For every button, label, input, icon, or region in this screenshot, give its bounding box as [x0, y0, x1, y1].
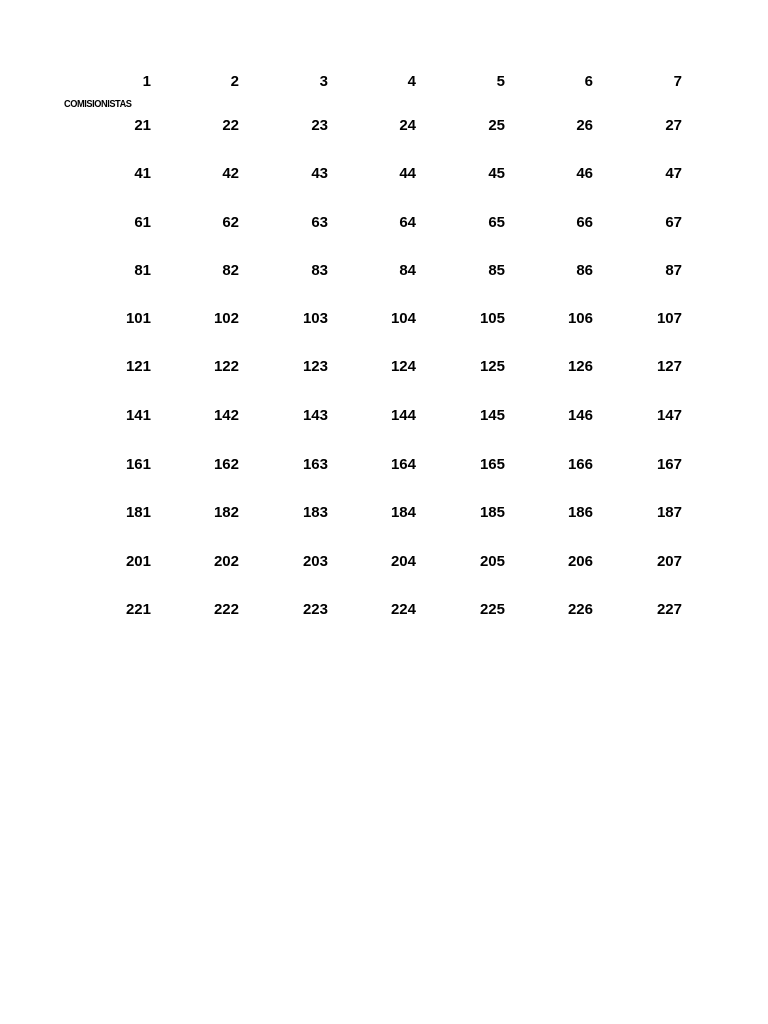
table-cell: 21	[134, 117, 151, 134]
table-cell: 65	[488, 214, 505, 231]
table-cell: 62	[222, 214, 239, 231]
table-cell: 226	[567, 601, 593, 618]
table-cell: 122	[213, 358, 239, 375]
table-cell: 162	[213, 456, 239, 473]
table-cell: 182	[213, 504, 239, 521]
table-cell: 7	[673, 73, 682, 90]
table-cell: 186	[567, 504, 593, 521]
table-cell: 82	[222, 262, 239, 279]
table-cell: 105	[479, 310, 505, 327]
table-cell: 67	[665, 214, 682, 231]
table-cell: 83	[311, 262, 328, 279]
table-cell: 106	[567, 310, 593, 327]
table-cell: 222	[213, 601, 239, 618]
table-cell: 23	[311, 117, 328, 134]
table-cell: 24	[399, 117, 416, 134]
table-cell: 61	[134, 214, 151, 231]
comisionistas-label: COMISIONISTAS	[64, 98, 132, 110]
table-cell: 25	[488, 117, 505, 134]
table-cell: 187	[656, 504, 682, 521]
table-cell: 164	[390, 456, 416, 473]
table-row	[0, 213, 768, 233]
table-cell: 223	[302, 601, 328, 618]
table-cell: 66	[576, 214, 593, 231]
table-cell: 225	[479, 601, 505, 618]
table-cell: 22	[222, 117, 239, 134]
table-cell: 86	[576, 262, 593, 279]
table-cell: 1	[142, 73, 151, 90]
table-cell: 3	[319, 73, 328, 90]
table-cell: 145	[479, 407, 505, 424]
table-cell: 203	[302, 553, 328, 570]
table-cell: 127	[656, 358, 682, 375]
table-cell: 101	[125, 310, 151, 327]
table-row	[0, 261, 768, 281]
table-cell: 27	[665, 117, 682, 134]
table-cell: 201	[125, 553, 151, 570]
table-cell: 5	[496, 73, 505, 90]
table-cell: 221	[125, 601, 151, 618]
table-row	[0, 309, 768, 329]
table-cell: 107	[656, 310, 682, 327]
table-cell: 185	[479, 504, 505, 521]
table-cell: 184	[390, 504, 416, 521]
table-cell: 41	[134, 165, 151, 182]
table-cell: 81	[134, 262, 151, 279]
table-cell: 123	[302, 358, 328, 375]
table-cell: 87	[665, 262, 682, 279]
table-cell: 166	[567, 456, 593, 473]
table-cell: 45	[488, 165, 505, 182]
table-cell: 224	[390, 601, 416, 618]
table-cell: 6	[584, 73, 593, 90]
table-cell: 143	[302, 407, 328, 424]
table-cell: 161	[125, 456, 151, 473]
table-row	[0, 503, 768, 523]
table-cell: 42	[222, 165, 239, 182]
table-row	[0, 455, 768, 475]
table-cell: 205	[479, 553, 505, 570]
table-cell: 146	[567, 407, 593, 424]
table-row	[0, 406, 768, 426]
table-cell: 47	[665, 165, 682, 182]
table-cell: 167	[656, 456, 682, 473]
table-cell: 124	[390, 358, 416, 375]
table-cell: 204	[390, 553, 416, 570]
table-cell: 126	[567, 358, 593, 375]
table-cell: 44	[399, 165, 416, 182]
table-row	[0, 357, 768, 377]
table-cell: 183	[302, 504, 328, 521]
table-cell: 142	[213, 407, 239, 424]
table-cell: 46	[576, 165, 593, 182]
table-cell: 102	[213, 310, 239, 327]
table-cell: 2	[230, 73, 239, 90]
table-cell: 202	[213, 553, 239, 570]
table-cell: 165	[479, 456, 505, 473]
table-cell: 4	[407, 73, 416, 90]
table-row	[0, 116, 768, 136]
table-cell: 43	[311, 165, 328, 182]
table-cell: 163	[302, 456, 328, 473]
table-cell: 227	[656, 601, 682, 618]
table-row	[0, 552, 768, 572]
table-cell: 64	[399, 214, 416, 231]
table-cell: 121	[125, 358, 151, 375]
table-cell: 26	[576, 117, 593, 134]
table-cell: 63	[311, 214, 328, 231]
table-row	[0, 600, 768, 620]
table-cell: 147	[656, 407, 682, 424]
table-cell: 125	[479, 358, 505, 375]
table-cell: 84	[399, 262, 416, 279]
table-row	[0, 164, 768, 184]
table-cell: 103	[302, 310, 328, 327]
table-cell: 181	[125, 504, 151, 521]
table-cell: 144	[390, 407, 416, 424]
table-cell: 104	[390, 310, 416, 327]
table-row	[0, 72, 768, 92]
table-cell: 207	[656, 553, 682, 570]
table-cell: 141	[125, 407, 151, 424]
table-cell: 206	[567, 553, 593, 570]
table-cell: 85	[488, 262, 505, 279]
